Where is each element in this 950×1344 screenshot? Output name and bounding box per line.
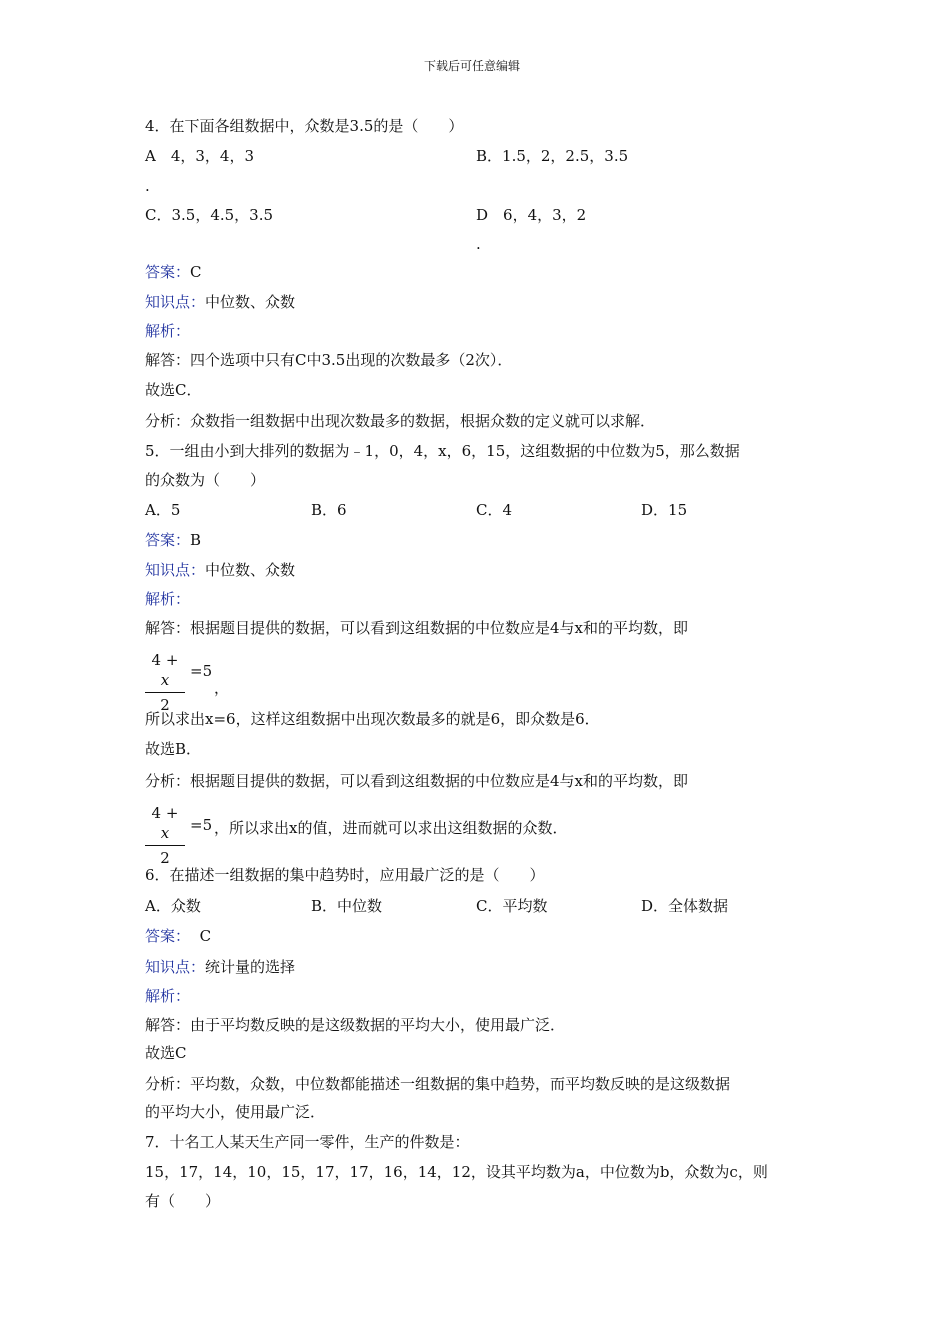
q5-analysis-label: 解析： <box>145 590 191 608</box>
q4-choose: 故选C． <box>145 381 202 399</box>
answer-label: 答案： <box>145 263 191 281</box>
variable-x: x <box>160 671 170 689</box>
answer-label: 答案： <box>145 531 191 549</box>
q5-stem-line1: 5．一组由小到大排列的数据为﹣1，0，4，x，6，15，这组数据的中位数为5，那么数据 <box>145 442 740 460</box>
q6-fenxi-line2: 的平均大小，使用最广泛． <box>145 1103 326 1121</box>
fraction-bar <box>145 845 185 846</box>
answer-label: 答案： <box>145 927 191 945</box>
q5-fenxi-line1: 分析：根据题目提供的数据，可以看到这组数据的中位数应是4与x和的平均数，即 <box>145 772 689 790</box>
q5-option-d: D．15 <box>641 501 688 519</box>
q5-knowledge-point <box>145 560 295 580</box>
kp-value: 中位数、众数 <box>205 293 296 311</box>
kp-label: 知识点： <box>145 958 206 976</box>
q4-option-c: C．3.5，4.5，3.5 <box>145 206 274 224</box>
q4-option-d-dot: . <box>476 235 481 253</box>
fraction-denominator: 2 <box>160 696 170 714</box>
fraction-bar <box>145 692 185 693</box>
q6-option-d: D．全体数据 <box>641 897 729 915</box>
q4-analysis-label: 解析： <box>145 322 191 340</box>
q5-option-c: C．4 <box>476 501 513 519</box>
q6-knowledge-point <box>145 957 295 977</box>
q4-fenxi: 分析：众数指一组数据中出现次数最多的数据，根据众数的定义就可以求解． <box>145 412 656 430</box>
answer-value: B <box>190 531 202 549</box>
numerator-text: 4 + <box>151 804 179 822</box>
fraction-numerator <box>145 650 185 690</box>
q4-option-a: A 4，3，4，3 <box>145 147 255 165</box>
q7-stem-line1: 7．十名工人某天生产同一零件，生产的件数是： <box>145 1133 470 1151</box>
q5-fraction-2-equals: =5 <box>190 816 213 834</box>
q5-fraction-2 <box>145 803 185 868</box>
q5-fraction-1-equals: =5 <box>190 662 213 680</box>
q4-option-b: B．1.5，2，2.5，3.5 <box>476 147 629 165</box>
answer-value: C <box>199 927 212 945</box>
q5-stem-line2: 的众数为（ ） <box>145 471 266 489</box>
q6-analysis-label: 解析： <box>145 987 191 1005</box>
q6-option-c: C．平均数 <box>476 897 548 915</box>
fraction-numerator <box>145 803 185 843</box>
q5-answer <box>145 530 201 550</box>
page-header: 下载后可任意编辑 <box>424 59 521 73</box>
variable-x: x <box>160 824 170 842</box>
q5-fraction-1 <box>145 650 185 715</box>
q6-option-b: B．中位数 <box>311 897 383 915</box>
numerator-text: 4 + <box>151 651 179 669</box>
kp-label: 知识点： <box>145 293 206 311</box>
q5-fenxi-tail: ，所以求出x的值，进而就可以求出这组数据的众数． <box>214 819 568 837</box>
q5-option-a: A．5 <box>145 501 181 519</box>
q6-option-a: A．众数 <box>145 897 201 915</box>
q5-fraction-1-tail: ， <box>214 679 230 697</box>
q4-solution: 解答：四个选项中只有C中3.5出现的次数最多（2次）． <box>145 351 513 369</box>
kp-label: 知识点： <box>145 561 206 579</box>
q4-option-a-dot: . <box>145 177 150 195</box>
q4-answer <box>145 262 202 282</box>
q4-option-d: D 6，4，3，2 <box>476 206 587 224</box>
q5-solution-line2: 所以求出x=6，这样这组数据中出现次数最多的就是6，即众数是6． <box>145 710 600 728</box>
q5-choose: 故选B． <box>145 740 202 758</box>
fraction-denominator: 2 <box>160 849 170 867</box>
q6-stem: 6．在描述一组数据的集中趋势时，应用最广泛的是（ ） <box>145 866 545 884</box>
kp-value: 中位数、众数 <box>205 561 296 579</box>
answer-value: C <box>190 263 202 281</box>
kp-value: 统计量的选择 <box>205 958 296 976</box>
q7-stem-line3: 有（ ） <box>145 1192 221 1210</box>
q6-fenxi-line1: 分析：平均数，众数，中位数都能描述一组数据的集中趋势，而平均数反映的是这级数据 <box>145 1075 731 1093</box>
q6-answer <box>145 926 211 946</box>
q5-option-b: B．6 <box>311 501 347 519</box>
q7-stem-line2: 15，17，14，10，15，17，17，16，14，12，设其平均数为a，中位数为b，众数为c，则 <box>145 1163 768 1181</box>
q4-knowledge-point <box>145 292 295 312</box>
q6-choose: 故选C <box>145 1044 187 1062</box>
q5-solution-line1: 解答：根据题目提供的数据，可以看到这组数据的中位数应是4与x和的平均数，即 <box>145 619 689 637</box>
q4-stem: 4．在下面各组数据中，众数是3.5的是（ ） <box>145 117 464 135</box>
q6-solution: 解答：由于平均数反映的是这级数据的平均大小，使用最广泛． <box>145 1016 566 1034</box>
